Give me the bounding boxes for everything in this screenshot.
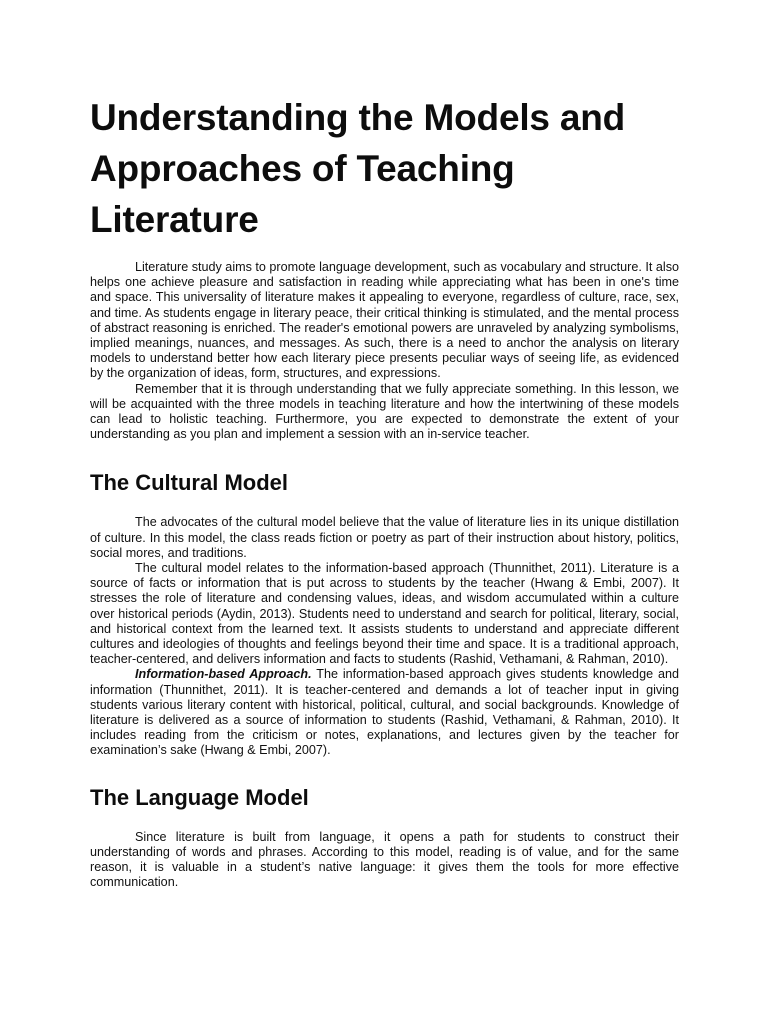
cultural-paragraph-2: The cultural model relates to the information-based approach (Thunnithet, 2011). Literature is a source of facts or information that is put across to students by the teacher (Hwang & Embi, 2007). It stresses the role of literature and condensing values, ideas, and wisdom accumulated within a culture over historical periods (Aydin, 2013). Students need to understand and search for political, literary, social, and historical context from the learned text. It assists students to understand and appreciate different cultures and ideologies of thoughts and feelings beyond their time and space. It is a traditional approach, teacher-centered, and delivers information and facts to students (Rashid, Vethamani, & Rahman, 2010). (90, 561, 679, 667)
cultural-model-heading: The Cultural Model (90, 470, 288, 496)
page-title: Understanding the Models and Approaches of Teaching Literature (90, 97, 626, 240)
document-content (90, 92, 679, 891)
cultural-paragraph-1: The advocates of the cultural model believe that the value of literature lies in its unique distillation of culture. In this model, the class reads fiction or poetry as part of their instruction about history, politics, social mores, and traditions. (90, 515, 679, 560)
language-paragraph-1: Since literature is built from language, it opens a path for students to construct their understanding of words and phrases. According to this model, reading is of value, and for the same reason, it is valuable in a student’s native language: it gives them the tools for more effective communication. (90, 829, 679, 890)
intro-paragraph-1: Literature study aims to promote language development, such as vocabulary and structure. It also helps one achieve pleasure and satisfaction in reading while appreciating what has been in one's time and space. This universality of literature makes it appealing to everyone, regardless of culture, race, sex, and time. As students engage in literary peace, their critical thinking is stimulated, and the mental process of abstract reasoning is enriched. The reader's emotional powers are unraveled by analyzing symbolisms, implied meanings, nuances, and messages. As such, there is a need to anchor the analysis on literary models to understand better how each literary piece presents peculiar ways of seeing life, as evidenced by the organization of ideas, form, structures, and expressions. (90, 260, 679, 381)
language-model-heading: The Language Model (90, 784, 309, 810)
information-based-approach-text: The information-based approach gives students knowledge and information (Thunnithet, 2011). It is teacher-centered and demands a lot of teacher input in giving students various literary content with historical, political, cultural, and social backgrounds. Knowledge of literature is delivered as a source of information to students (Rashid, Vethamani, & Rahman, 2010). It includes reading from the criticism or notes, explanations, and lectures given by the teacher for examination’s sake (Hwang & Embi, 2007). (90, 667, 679, 758)
intro-paragraph-2: Remember that it is through understanding that we fully appreciate something. In this lesson, we will be acquainted with the three models in teaching literature and how the intertwining of these models can lead to holistic teaching. Furthermore, you are expected to demonstrate the extent of your understanding as you plan and implement a session with an in-service teacher. (90, 381, 679, 442)
information-based-approach-term: Information-based Approach. (135, 667, 312, 682)
cultural-paragraph-3 (90, 667, 679, 758)
